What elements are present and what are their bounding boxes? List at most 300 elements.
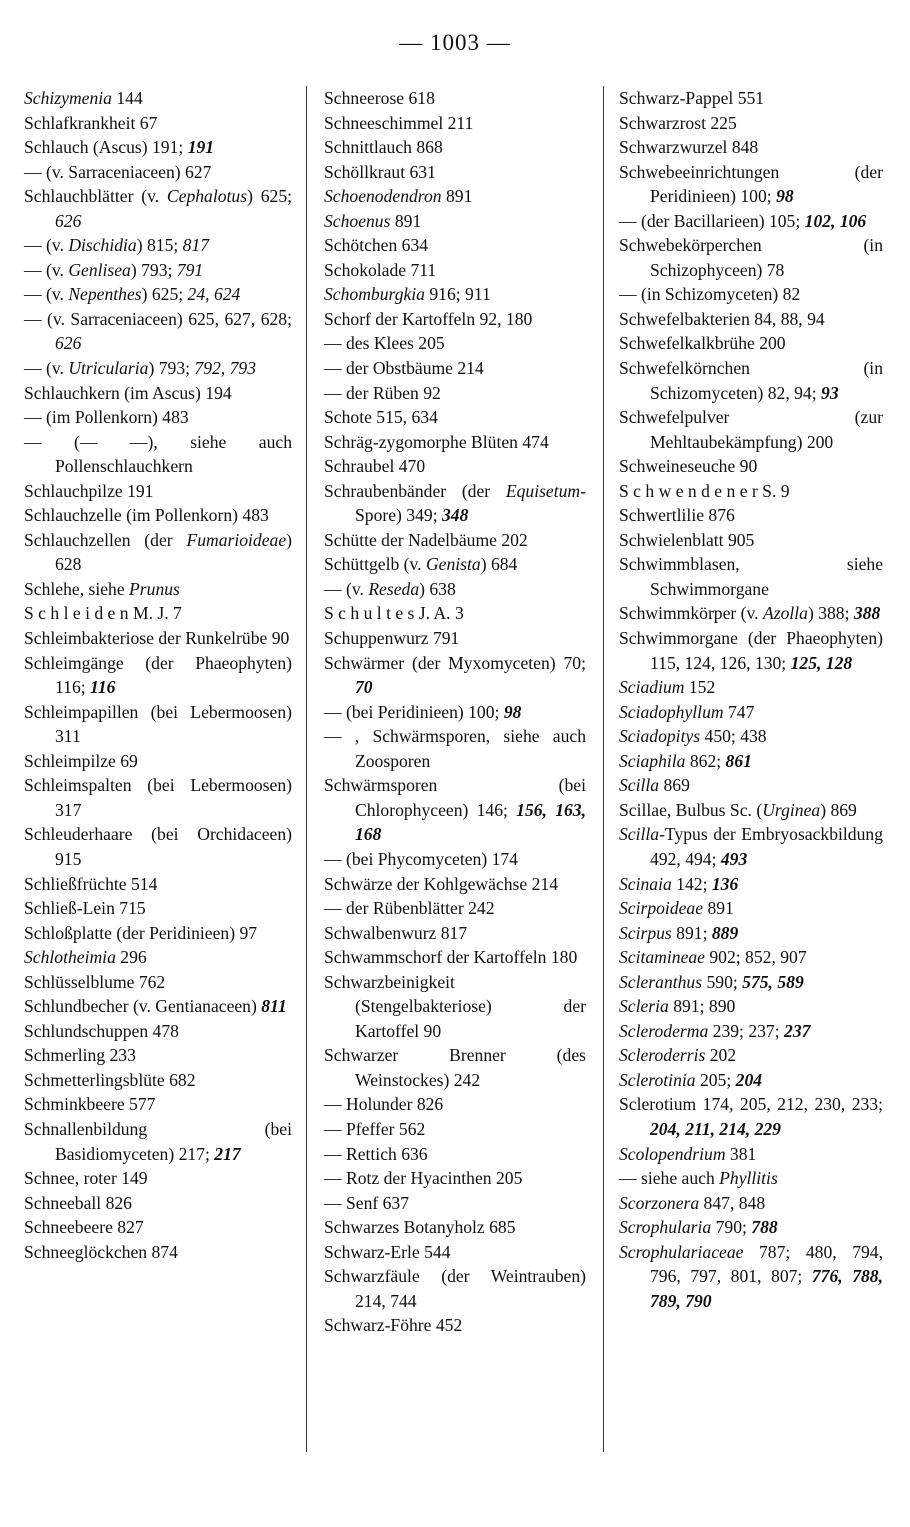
entry-text: — (der Bacillarieen) 105; [619,210,805,231]
entry-text: 202 [705,1045,737,1066]
entry-italic-text: 861 [725,750,752,771]
entry-italic-text: Sciadophyllum [619,701,724,722]
entry-text: — (v. Sarraceniaceen) 625, 627, 628; [24,308,292,329]
entry-text: Schwarzes Botanyholz 685 [324,1217,516,1238]
entry-text: Schwärmsporen (bei Chlorophyceen) 146; [324,775,586,820]
entry-text: Schötchen 634 [324,235,429,256]
index-entry [324,1142,586,1167]
index-entry [324,479,586,528]
entry-italic-text: Sciadium [619,677,685,698]
index-entry [324,1043,586,1092]
index-entry [324,921,586,946]
entry-italic-text: 204 [735,1069,763,1090]
entry-text: — (v. [324,578,369,599]
entry-text: Schöllkraut 631 [324,161,436,182]
index-entry [324,528,586,553]
entry-text: Schwebekörperchen (in Schizophyceen) 78 [619,235,883,280]
entry-italic-text: Azolla [762,603,808,624]
index-entry [619,896,883,921]
index-entry [24,626,292,651]
entry-text: 891 [441,186,473,207]
index-column-middle [324,86,586,1338]
index-entry [324,356,586,381]
index-entry [24,945,292,970]
entry-text: 590; [702,971,743,992]
index-entry [24,1166,292,1191]
index-entry [24,111,292,136]
entry-text: Schloßplatte (der Peridinieen) 97 [24,922,258,943]
entry-italic-text: 191 [187,137,215,158]
entry-text: 869 [659,775,690,796]
entry-italic-text: Urginea [762,799,821,820]
entry-text: Schwalbenwurz 817 [324,922,468,943]
entry-text: 790; [711,1217,752,1238]
index-entry [619,675,883,700]
entry-text: ) 869 [820,799,857,820]
index-entry [619,233,883,282]
entry-text: S c h w e n d e n e r S. 9 [619,480,790,501]
index-entry [24,896,292,921]
index-entry [324,601,586,626]
index-entry [324,209,586,234]
index-entry [24,700,292,749]
index-entry [619,1166,883,1191]
entry-text: 381 [725,1143,757,1164]
entry-text: 142; [671,873,712,894]
entry-text: Schraubel 470 [324,456,426,477]
entry-text: Schwarzer Brenner (des Weinstockes) 242 [324,1045,586,1090]
index-entry [324,111,586,136]
entry-text: Schwimmblasen, siehe Schwimmorgane [619,554,883,599]
entry-italic-text: Schizymenia [24,88,112,108]
entry-text: Schneebeere 827 [24,1217,144,1238]
index-entry [619,1092,883,1141]
entry-text: Schwebeeinrichtungen (der Peridinieen) 100; [619,161,883,207]
entry-text: Schwielenblatt 905 [619,529,755,550]
index-entry [619,724,883,749]
column-divider [306,86,307,1452]
entry-text: ) 638 [419,578,456,599]
entry-italic-text: Cephalotus [166,186,248,207]
index-entry [24,1191,292,1216]
entry-text: ) 684 [480,554,518,575]
entry-italic-text: Fumarioideae [186,529,287,550]
entry-text: Schleimpapillen (bei Lebermoosen) 311 [24,701,292,747]
index-entry [24,356,292,381]
index-entry [24,651,292,700]
index-entry [24,307,292,356]
entry-text: Schmetterlingsblüte 682 [24,1069,196,1090]
entry-italic-text: Scleroderma [619,1020,709,1041]
entry-text: — (bei Phycomyceten) 174 [324,848,518,869]
entry-text: Schokolade 711 [324,259,437,280]
index-entry [324,651,586,700]
entry-text: Schnee, roter 149 [24,1168,148,1189]
entry-text: Schleuderhaare (bei Orchidaceen) 915 [24,824,292,869]
column-divider [603,86,604,1452]
entry-text: 239; 237; [708,1020,785,1041]
index-entry [324,86,586,111]
entry-italic-text: 98 [776,186,794,207]
entry-italic-text: Scirpoideae [619,898,704,919]
index-entry [24,1240,292,1265]
entry-text: Schwertlilie 876 [619,505,735,526]
entry-text: Schorf der Kartoffeln 92, 180 [324,308,533,329]
index-entry [619,479,883,504]
index-entry [619,1142,883,1167]
entry-text: Schlauchzelle (im Pollenkorn) 483 [24,505,269,526]
entry-text: 847, 848 [699,1192,766,1213]
entry-text: Schminkbeere 577 [24,1094,156,1115]
entry-italic-text: Reseda [368,578,420,599]
entry-text: Schnallenbildung (bei Basidiomyceten) 217; [24,1118,292,1164]
entry-text: — (im Pollenkorn) 483 [24,407,189,428]
entry-text: Schwefelbakterien 84, 88, 94 [619,308,825,329]
index-entry [619,1043,883,1068]
index-entry [619,1191,883,1216]
entry-text: 747 [723,701,755,722]
entry-italic-text: Schlotheimia [24,947,116,968]
entry-italic-text: Dischidia [68,235,137,256]
entry-text: Schwimmkörper (v. [619,603,763,624]
entry-text: Schwarzrost 225 [619,112,737,133]
entry-text: Schlundbecher (v. Gentianaceen) [24,996,262,1017]
entry-text: ) 388; [807,603,854,624]
index-entry [619,749,883,774]
index-entry [324,184,586,209]
entry-italic-text: Scleroderris [619,1045,706,1066]
entry-italic-text: Sciadopitys [619,726,701,747]
entry-text: ) 625; [141,284,188,305]
index-entry [619,1215,883,1240]
entry-text: Schwarz-Pappel 551 [619,88,765,108]
entry-text: Schlüsselblume 762 [24,971,166,992]
entry-text: Schleimbakteriose der Runkelrübe 90 [24,628,290,649]
entry-italic-text: 93 [821,382,839,403]
entry-text: Schlauchkern (im Ascus) 194 [24,382,232,403]
entry-text: — (bei Peridinieen) 100; [324,701,504,722]
index-entry [24,160,292,185]
index-entry [619,503,883,528]
entry-italic-text: 237 [784,1020,811,1041]
entry-text: Schwammschorf der Kartoffeln 180 [324,947,578,968]
index-entry [619,798,883,823]
entry-italic-text: 791 [176,259,204,280]
index-entry [324,381,586,406]
entry-text: S c h u l t e s J. A. 3 [324,603,464,624]
entry-text: Schlauchpilze 191 [24,480,154,501]
index-entry [24,994,292,1019]
entry-italic-text: Genlisea [68,259,131,280]
index-entry [619,921,883,946]
entry-text: Schwefelkörnchen (in Schizomyceten) 82, 94; [619,358,883,403]
entry-text: Schlauchzellen (der [24,529,187,550]
entry-italic-text: 24, 624 [187,284,241,305]
index-entry [24,1068,292,1093]
entry-italic-text: 204, 211, 214, 229 [650,1118,781,1139]
entry-text: Schraubenbänder (der [324,480,506,501]
index-entry [324,233,586,258]
index-entry [619,454,883,479]
entry-italic-text: Utricularia [68,358,149,379]
entry-text: — , Schwärmsporen, siehe auch Zoosporen [324,726,586,771]
entry-text: 296 [115,947,147,968]
entry-italic-text: 575, 589 [742,971,804,992]
index-entry [324,282,586,307]
entry-text: 450; 438 [700,726,767,747]
entry-text: Schwarzfäule (der Weintrauben) 214, 744 [324,1266,586,1311]
index-entry [24,233,292,258]
entry-text: — des Klees 205 [324,333,445,354]
entry-text: Schließ-Lein 715 [24,898,146,919]
entry-text: Schräg-zygomorphe Blüten 474 [324,431,549,452]
entry-italic-text: Sciaphila [619,750,686,771]
entry-italic-text: 788 [751,1217,778,1238]
index-entry [619,872,883,897]
entry-text: Schuppenwurz 791 [324,628,460,649]
entry-text: Schwimmorgane (der Phaeophyten) 115, 124, 126, 130; [619,628,883,673]
entry-italic-text: 136 [711,873,739,894]
entry-text: Schwarzbeinigkeit (Stengelbakteriose) der Kartoffel 90 [324,971,586,1041]
index-entry [324,1240,586,1265]
entry-text: Schlundschuppen 478 [24,1020,179,1041]
entry-text: 205; [695,1069,736,1090]
entry-italic-text: 626 [55,210,82,231]
index-entry [24,921,292,946]
index-entry [619,1240,883,1314]
index-entry [324,331,586,356]
entry-text: Schneerose 618 [324,88,435,108]
page-number: — 1003 — [399,30,511,55]
entry-italic-text: Scleria [619,996,669,1017]
index-entry [619,970,883,995]
entry-text: — der Rübenblätter 242 [324,898,495,919]
index-entry [324,454,586,479]
index-entry [619,700,883,725]
entry-italic-text: Genista [425,554,481,575]
entry-italic-text: Schomburgkia [324,284,425,305]
index-entry [324,160,586,185]
entry-text: Schneeglöckchen 874 [24,1241,178,1262]
entry-text: Schlafkrankheit 67 [24,112,158,133]
entry-text: Schlauch (Ascus) 191; [24,137,188,158]
entry-italic-text: 98 [503,701,522,722]
entry-text: — (in Schizomyceten) 82 [619,284,801,305]
entry-text: Schneeschimmel 211 [324,112,474,133]
entry-text: S c h l e i d e n M. J. 7 [24,603,182,624]
entry-text: Schütte der Nadelbäume 202 [324,529,528,550]
entry-text: — (v. [24,358,69,379]
entry-text: ) 625; [247,186,292,207]
entry-text: Schweineseuche 90 [619,456,758,477]
entry-text: Schleimgänge (der Phaeophyten) 116; [24,652,292,698]
entry-text: Schote 515, 634 [324,407,438,428]
entry-italic-text: Phyllitis [719,1168,778,1189]
entry-text: — (v. Sarraceniaceen) 627 [24,161,212,182]
index-column-right [619,86,883,1313]
entry-text: 152 [684,677,716,698]
index-entry [619,86,883,111]
entry-italic-text: 156, 163, 168 [355,799,586,845]
entry-text: Sclerotium 174, 205, 212, 230, 233; [619,1094,883,1115]
entry-italic-text: Scilla [619,775,660,796]
entry-italic-text: Schoenus [324,210,391,231]
entry-italic-text: Scinaia [619,873,672,894]
index-entry [24,970,292,995]
entry-text: — (v. [24,235,69,256]
entry-italic-text: Scirpus [619,922,672,943]
index-entry [24,381,292,406]
entry-text: Schwarz-Föhre 452 [324,1315,463,1336]
index-entry [619,1068,883,1093]
entry-text: Schwefelpulver (zur Mehltaubekämpfung) 200 [619,407,883,452]
entry-italic-text: Scleranthus [619,971,703,992]
index-entry [324,1092,586,1117]
index-entry [24,577,292,602]
index-entry [324,307,586,332]
index-entry [24,1117,292,1166]
entry-text: — (v. [24,259,69,280]
entry-text: -Spore) 349; [355,480,586,526]
index-entry [324,872,586,897]
entry-italic-text: 125, 128 [790,652,853,673]
index-entry [24,282,292,307]
entry-text: Schüttgelb (v. [324,554,426,575]
index-entry [24,479,292,504]
entry-text: Schließfrüchte 514 [24,873,158,894]
entry-text: — Rettich 636 [324,1143,428,1164]
index-entry [324,1215,586,1240]
index-entry [24,430,292,479]
index-entry [24,601,292,626]
entry-italic-text: 817 [182,235,210,256]
entry-text: 787; 480, 794, 796, 797, 801, 807; [650,1241,883,1287]
entry-italic-text: 889 [711,922,739,943]
index-entry [619,552,883,601]
entry-text: Schlauchblätter (v. [24,186,167,207]
entry-text: — (v. [24,284,69,305]
index-entry [324,1264,586,1313]
index-entry [324,773,586,847]
index-entry [619,994,883,1019]
entry-text: Schleimspalten (bei Lebermoosen) 317 [24,775,292,820]
index-entry [24,405,292,430]
entry-italic-text: Equisetum [505,480,581,501]
entry-text: — der Rüben 92 [324,382,441,403]
index-entry [619,135,883,160]
entry-text: — (— —), siehe auch Pollenschlauchkern [24,431,292,477]
index-entry [24,749,292,774]
entry-text: — Holunder 826 [324,1094,444,1115]
entry-italic-text: 811 [261,996,287,1017]
entry-text: ) 815; [136,235,183,256]
entry-italic-text: 348 [441,505,469,526]
index-entry [324,552,586,577]
entry-text: Schwarz-Erle 544 [324,1241,451,1262]
entry-text: Schleimpilze 69 [24,750,138,771]
entry-text: ) 793; [148,358,195,379]
entry-text: Schwärze der Kohlgewächse 214 [324,873,559,894]
entry-text: — Pfeffer 562 [324,1118,426,1139]
index-entry [324,847,586,872]
entry-text: Schlehe, siehe [24,578,130,599]
entry-italic-text: 116 [90,677,116,698]
entry-italic-text: Scolopendrium [619,1143,726,1164]
index-entry [24,503,292,528]
index-entry [619,626,883,675]
index-entry [24,1019,292,1044]
index-entry [324,896,586,921]
entry-text: 144 [111,88,143,108]
index-entry [324,405,586,430]
entry-italic-text: 776, 788, 789, 790 [650,1266,883,1311]
index-entry [619,331,883,356]
entry-text: Scillae, Bulbus Sc. ( [619,799,763,820]
index-entry [324,1313,586,1338]
index-entry [24,1043,292,1068]
entry-italic-text: 388 [853,603,881,624]
index-entry [24,184,292,233]
index-entry [24,258,292,283]
index-column-left [24,86,292,1264]
entry-text: ) 628 [55,529,292,575]
entry-text: 891; 890 [668,996,736,1017]
entry-text: 891 [390,210,422,231]
index-entry [619,945,883,970]
index-entry [324,700,586,725]
index-entry [619,822,883,871]
entry-text: Schwarzwurzel 848 [619,137,759,158]
index-entry [24,822,292,871]
index-entry [324,970,586,1044]
index-entry [619,1019,883,1044]
index-entry [619,209,883,234]
entry-italic-text: Schoenodendron [324,186,442,207]
index-entry [619,307,883,332]
index-entry [324,1191,586,1216]
entry-italic-text: Scrophulariaceae [619,1241,744,1262]
index-entry [324,1166,586,1191]
entry-italic-text: Scilla [619,824,660,845]
index-entry [619,405,883,454]
index-entry [619,160,883,209]
entry-italic-text: Scrophularia [619,1217,712,1238]
entry-italic-text: Prunus [129,578,180,599]
entry-italic-text: 102, 106 [804,210,867,231]
entry-text: 891 [703,898,734,919]
entry-text: 862; [685,750,726,771]
index-entry [324,945,586,970]
index-entry [24,528,292,577]
index-entry [619,773,883,798]
index-entry [619,528,883,553]
entry-text: 902; 852, 907 [704,947,807,968]
entry-text: Schmerling 233 [24,1045,136,1066]
entry-italic-text: Sclerotinia [619,1069,696,1090]
index-entry [619,356,883,405]
entry-italic-text: 493 [720,848,748,869]
entry-italic-text: Nepenthes [68,284,142,305]
index-entry [324,626,586,651]
index-entry [324,1117,586,1142]
entry-text: Schwärmer (der Myxomyceten) 70; [324,652,586,673]
index-entry [24,135,292,160]
entry-text: 891; [671,922,712,943]
index-entry [24,872,292,897]
index-entry [619,111,883,136]
entry-text: 916; 911 [424,284,491,305]
index-entry [324,577,586,602]
